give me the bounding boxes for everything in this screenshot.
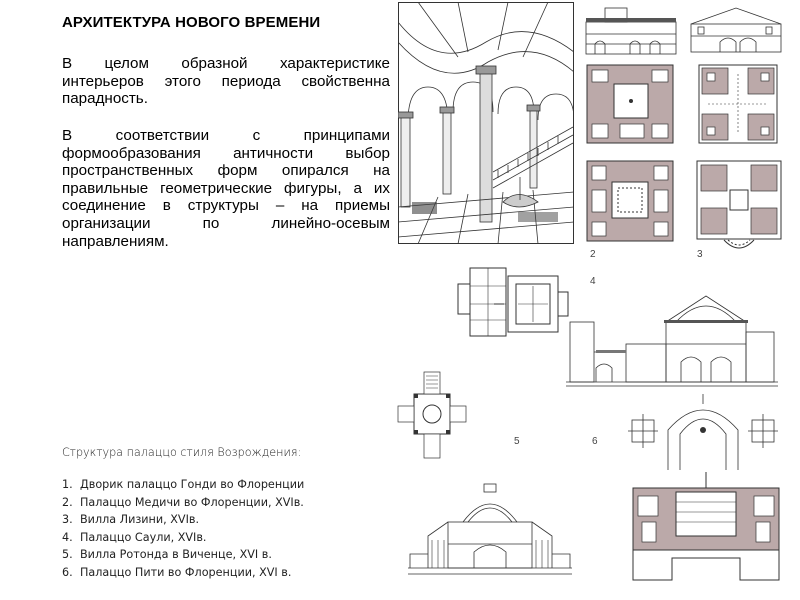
lisini-plan-1-drawing	[698, 64, 778, 144]
medici-plan-2-drawing	[586, 160, 674, 242]
sauli-plan-drawing	[454, 264, 572, 346]
slide-title: АРХИТЕКТУРА НОВОГО ВРЕМЕНИ	[62, 14, 321, 31]
figure-number-3: 3	[697, 249, 703, 260]
list-item: 5. Вилла Ротонда в Виченце, XVI в.	[62, 548, 272, 561]
list-item: 4. Палаццо Саули, XVIв.	[62, 530, 207, 544]
lisini-plan-2-drawing	[696, 160, 782, 252]
figure-number-4: 4	[590, 276, 596, 287]
lisini-section-drawing	[690, 4, 782, 54]
paragraph-1: В целом образной характеристике интерьеров этого периода свойственна парадность.	[62, 55, 390, 108]
pitti-plan-lower-drawing	[632, 472, 780, 584]
structure-list	[62, 476, 392, 581]
rotonda-section-drawing	[408, 482, 572, 584]
figure-number-5: 5	[514, 436, 520, 447]
medici-section-drawing	[585, 4, 677, 56]
courtyard-perspective-drawing	[398, 2, 574, 244]
figure-number-2: 2	[590, 249, 596, 260]
list-item: 1. Дворик палаццо Гонди во Флоренции	[62, 478, 305, 491]
list-item: 2. Палаццо Медичи во Флоренции, XVIв.	[62, 495, 304, 509]
paragraph-2: В соответствии с принципами формообразования античности выбор пространственных форм опирался на правильные геометрические фигуры, а их соединение в структуры – на приемы организации по линейно-осевым направлениям.	[62, 127, 390, 250]
sauli-section-drawing	[566, 282, 778, 390]
medici-plan-1-drawing	[586, 64, 674, 144]
figure-number-6: 6	[592, 436, 598, 447]
structure-heading: Структура палаццо стиля Возрождения:	[62, 446, 302, 459]
pitti-plan-upper-drawing	[628, 390, 778, 472]
list-item: 6. Палаццо Пити во Флоренции, XVI в.	[62, 565, 292, 579]
rotonda-plan-drawing	[396, 368, 468, 464]
list-item: 3. Вилла Лизини, XVIв.	[62, 513, 200, 526]
